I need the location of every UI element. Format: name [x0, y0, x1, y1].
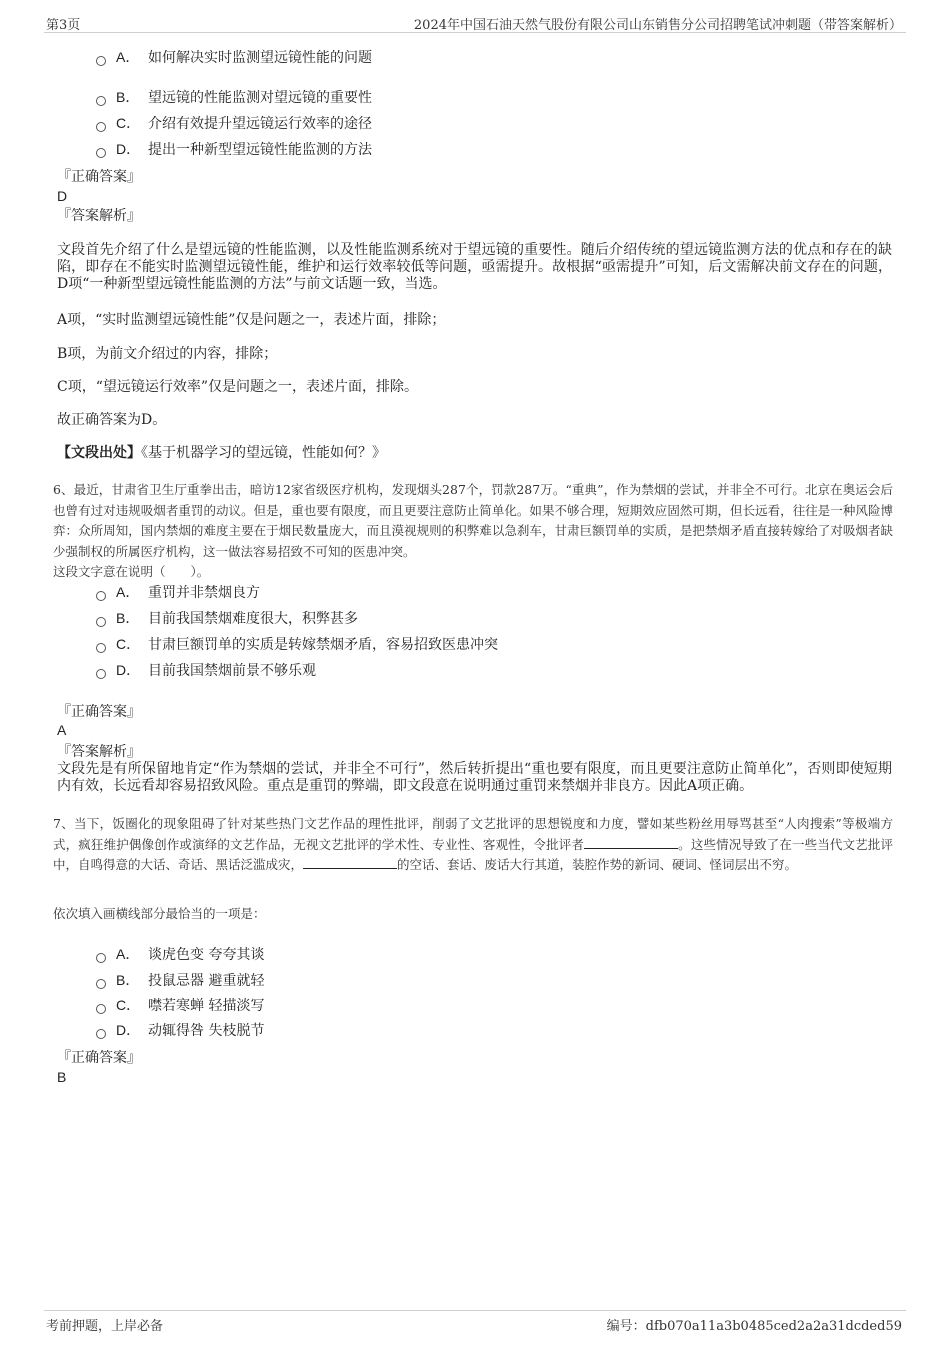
option-text: 目前我国禁烟难度很大，积弊甚多	[148, 611, 358, 627]
option-text: 如何解决实时监测望远镜性能的问题	[148, 50, 372, 66]
page-header	[44, 14, 906, 33]
option-text: 提出一种新型望远镜性能监测的方法	[148, 142, 372, 158]
option-text: 噤若寒蝉 轻描淡写	[148, 998, 265, 1014]
radio-icon[interactable]	[96, 148, 106, 158]
radio-icon[interactable]	[96, 591, 106, 601]
source-label: 【文段出处】	[57, 445, 141, 461]
q7-prompt: 依次填入画横线部分最恰当的一项是：	[53, 906, 266, 921]
q5-option-d[interactable]: D． 提出一种新型望远镜性能监测的方法	[96, 140, 372, 159]
radio-icon[interactable]	[96, 979, 106, 989]
document-serial: 编号：dfb070a11a3b0485ced2a2a31dcded59	[606, 1319, 902, 1334]
q6-option-b[interactable]: B． 目前我国禁烟难度很大，积弊甚多	[96, 609, 358, 628]
q7-stem: 7、当下，饭圈化的现象阻碍了针对某些热门文艺作品的理性批评，削弱了文艺批评的思想锐度和力度，譬如某些粉丝用辱骂甚至“人肉搜索”等极端方式，疯狂维护偶像创作或演绎的文艺作品，无视文艺批评的学术性、专业性、客观性，令批评者 。这些情况导致了在一些当代文艺批评中，自鸣得意的大话、奇话、黑话泛滥成灾， 的空话、套话、废话大行其道，装腔作势的新词、硬词、怪词层出不穷。	[53, 816, 893, 872]
radio-icon[interactable]	[96, 953, 106, 963]
option-text: 谈虎色变 夸夸其谈	[148, 947, 265, 963]
q7-option-c[interactable]: C． 噤若寒蝉 轻描淡写	[96, 996, 264, 1015]
radio-icon[interactable]	[96, 1004, 106, 1014]
option-text: 介绍有效提升望远镜运行效率的途径	[148, 116, 372, 132]
q5-option-c[interactable]: C． 介绍有效提升望远镜运行效率的途径	[96, 114, 372, 133]
fill-blank[interactable]	[303, 857, 397, 869]
radio-icon[interactable]	[96, 617, 106, 627]
q7-option-a[interactable]: A． 谈虎色变 夸夸其谈	[96, 945, 264, 964]
q5-answer-label: 『正确答案』	[57, 169, 141, 185]
radio-icon[interactable]	[96, 96, 106, 106]
q6-prompt: 这段文字意在说明（ ）。	[53, 564, 210, 579]
source-title: 《基于机器学习的望远镜，性能如何？》	[141, 445, 386, 461]
q5-option-b[interactable]: B． 望远镜的性能监测对望远镜的重要性	[96, 88, 372, 107]
q6-option-d[interactable]: D． 目前我国禁烟前景不够乐观	[96, 661, 316, 680]
page-number: 第3页	[46, 18, 81, 33]
q6-answer-label: 『正确答案』	[57, 704, 141, 720]
q7-option-b[interactable]: B． 投鼠忌器 避重就轻	[96, 971, 264, 990]
q6-stem: 6、最近，甘肃省卫生厅重拳出击，暗访12家省级医疗机构，发现烟头287个，罚款287万。“重典”，作为禁烟的尝试，并非全不可行。北京在奥运会后也曾有过对违规吸烟者重罚的动议。但是，重也要有限度，而且更要注意防止简单化。如果不够合理，短期效应固然可期，但长远看，往往是一种风险博弈：众所周知，国内禁烟的难度主要在于烟民数量庞大，而且漠视规则的积弊难以急刹车，甘肃巨额罚单的实质，是把禁烟矛盾直接转嫁给了对吸烟者缺少强制权的所属医疗机构，这一做法容易招致不可知的医患冲突。	[53, 482, 893, 559]
q7-option-d[interactable]: D． 动辄得咎 失枝脱节	[96, 1021, 264, 1040]
option-text: 重罚并非禁烟良方	[148, 585, 260, 601]
radio-icon[interactable]	[96, 56, 106, 66]
radio-icon[interactable]	[96, 643, 106, 653]
q5-answer: D	[57, 188, 68, 204]
q6-analysis-label: 『答案解析』	[57, 744, 141, 760]
option-text: 动辄得咎 失枝脱节	[148, 1023, 265, 1039]
footer-slogan: 考前押题，上岸必备	[46, 1319, 164, 1334]
q6-answer: A	[57, 722, 67, 738]
option-text: 目前我国禁烟前景不够乐观	[148, 663, 316, 679]
q5-analysis-paragraph: B项，为前文介绍过的内容，排除；	[57, 346, 278, 362]
option-text: 望远镜的性能监测对望远镜的重要性	[148, 90, 372, 106]
q5-analysis-paragraph: 文段首先介绍了什么是望远镜的性能监测，以及性能监测系统对于望远镜的重要性。随后介绍传统的望远镜监测方法的优点和存在的缺陷，即存在不能实时监测望远镜性能，维护和运行效率较低等问题，亟需提升。故根据“亟需提升”可知，后文需解决前文存在的问题，D项“一种新型望远镜性能监测的方法”与前文话题一致，当选。	[57, 242, 892, 292]
q6-analysis-paragraph: 文段先是有所保留地肯定“作为禁烟的尝试，并非全不可行”，然后转折提出“重也要有限度，而且更要注意防止简单化”，否则即使短期内有效，长远看却容易招致风险。重点是重罚的弊端，即文段意在说明通过重罚来禁烟并非良方。因此A项正确。	[57, 761, 892, 794]
q5-analysis-paragraph: C项，“望远镜运行效率”仅是问题之一，表述片面，排除。	[57, 379, 419, 395]
q5-analysis-paragraph: 故正确答案为D。	[57, 412, 167, 428]
q5-analysis-label: 『答案解析』	[57, 208, 141, 224]
option-text: 投鼠忌器 避重就轻	[148, 973, 265, 989]
option-text: 甘肃巨额罚单的实质是转嫁禁烟矛盾，容易招致医患冲突	[148, 637, 498, 653]
q5-analysis-paragraph: A项，“实时监测望远镜性能”仅是问题之一，表述片面，排除；	[57, 312, 446, 328]
fill-blank[interactable]	[584, 837, 678, 849]
document-title: 2024年中国石油天然气股份有限公司山东销售分公司招聘笔试冲刺题（带答案解析）	[413, 18, 902, 33]
q7-answer: B	[57, 1069, 67, 1085]
q6-option-a[interactable]: A． 重罚并非禁烟良方	[96, 583, 260, 602]
q5-option-a[interactable]: A． 如何解决实时监测望远镜性能的问题	[96, 48, 372, 67]
q7-answer-label: 『正确答案』	[57, 1050, 141, 1066]
radio-icon[interactable]	[96, 669, 106, 679]
radio-icon[interactable]	[96, 122, 106, 132]
q6-option-c[interactable]: C． 甘肃巨额罚单的实质是转嫁禁烟矛盾，容易招致医患冲突	[96, 635, 498, 654]
radio-icon[interactable]	[96, 1029, 106, 1039]
page-footer	[44, 1310, 906, 1333]
q5-source	[57, 445, 892, 462]
